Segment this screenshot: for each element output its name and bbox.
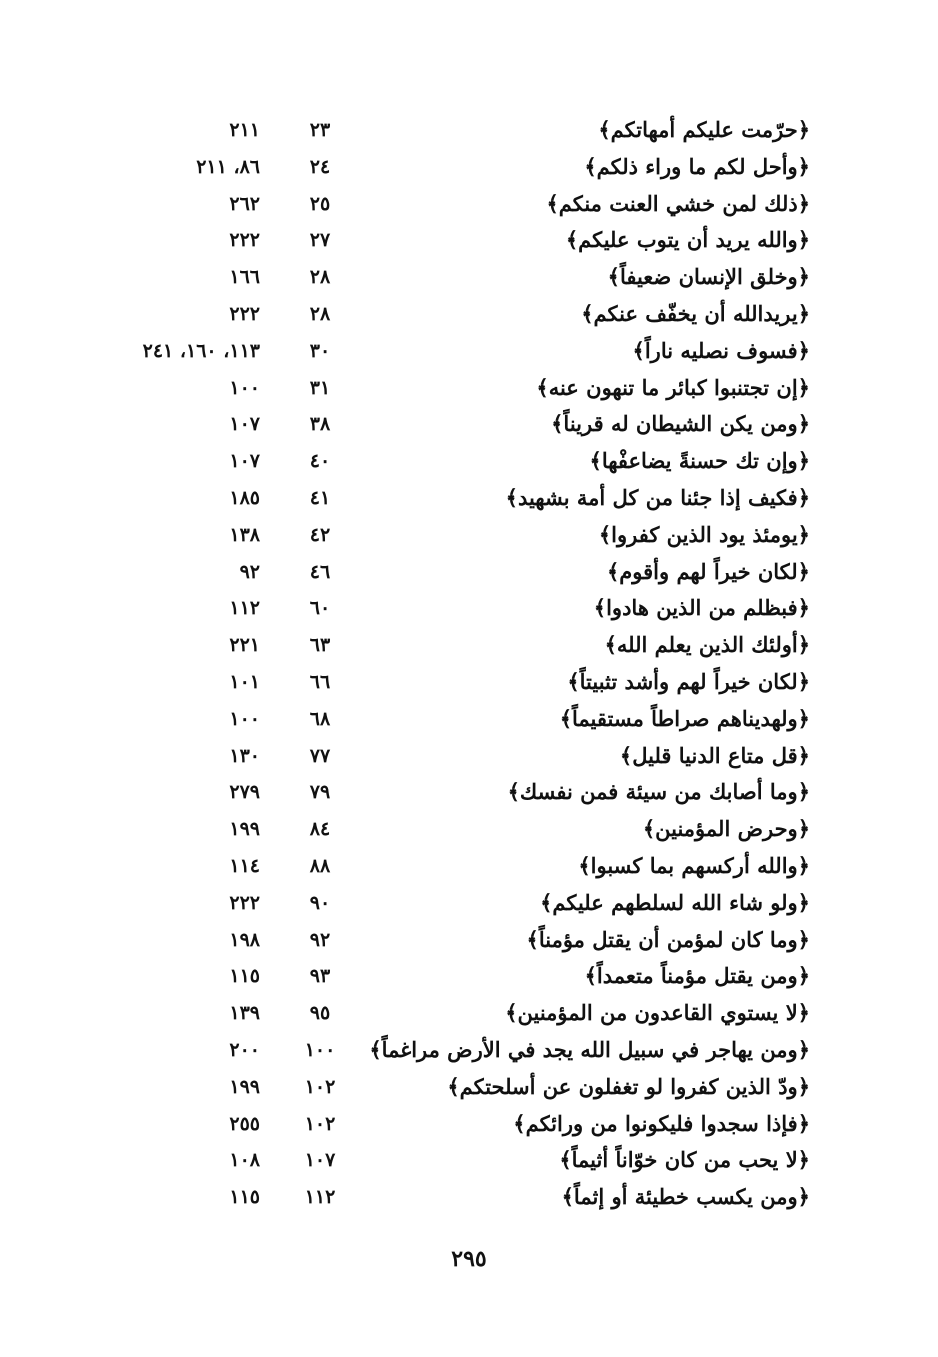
page-references: ١١٥ — [229, 1186, 260, 1209]
index-row — [0, 1106, 938, 1143]
index-row — [0, 1142, 938, 1179]
verse-text: ﴿والله أركسهم بما كسبوا﴾ — [578, 852, 810, 878]
page-references: ١١٤ — [229, 854, 260, 877]
page-references: ١٩٩ — [229, 818, 260, 841]
ayah-number: ٧٧ — [309, 744, 331, 767]
page-references: ١٣٠ — [229, 744, 260, 767]
page-references: ٨٦، ٢١١ — [196, 155, 260, 178]
ayah-number: ١٠٠ — [304, 1038, 336, 1061]
ayah-number: ٦٨ — [309, 707, 331, 730]
ayah-number: ٢٣ — [309, 119, 331, 141]
verse-text: ﴿ذلك لمن خشي العنت منكم﴾ — [546, 190, 810, 216]
verse-text: ﴿والله يريد أن يتوب عليكم﴾ — [565, 227, 810, 253]
index-row — [0, 370, 938, 407]
ayah-number: ٢٨ — [309, 266, 331, 289]
verse-text: ﴿ومن يكن الشيطان له قريناً﴾ — [551, 411, 810, 437]
ayah-number: ٢٤ — [309, 155, 331, 178]
index-row — [0, 186, 938, 223]
page-references: ١١٥ — [229, 965, 260, 988]
index-row — [0, 995, 938, 1032]
index-row — [0, 958, 938, 995]
page-references: ٢٢٢ — [229, 891, 260, 914]
verse-text: ﴿فكيف إذا جئنا من كل أمة بشهيد﴾ — [505, 484, 810, 510]
verse-text: ﴿فإذا سجدوا فليكونوا من ورائكم﴾ — [513, 1110, 810, 1136]
verse-text: ﴿إن تجتنبوا كبائر ما تنهون عنه﴾ — [536, 374, 810, 400]
page-references: ٢٢٢ — [229, 302, 260, 325]
ayah-number: ٤٦ — [309, 560, 331, 583]
page-references: ١٠١ — [229, 670, 260, 693]
index-row — [0, 296, 938, 333]
page-references: ١١٣، ١٦٠، ٢٤١ — [142, 339, 260, 362]
ayah-number: ٦٠ — [309, 597, 331, 620]
ayah-number: ٤٠ — [309, 450, 331, 473]
index-row — [0, 112, 938, 149]
page-references: ١٠٠ — [229, 707, 260, 730]
ayah-number: ٣٨ — [309, 413, 331, 436]
page-references: ٢٠٠ — [229, 1038, 260, 1061]
verse-text: ﴿قل متاع الدنيا قليل﴾ — [619, 742, 810, 768]
verse-text: ﴿وخلق الإنسان ضعيفاً﴾ — [607, 264, 810, 290]
index-row — [0, 1179, 938, 1216]
ayah-number: ٣٠ — [309, 339, 331, 362]
index-row — [0, 554, 938, 591]
verse-text: ﴿حرّمت عليكم أمهاتكم﴾ — [598, 117, 810, 142]
page-references: ١٠٨ — [229, 1149, 260, 1172]
index-row — [0, 406, 938, 443]
verse-text: ﴿ومن يهاجر في سبيل الله يجد في الأرض مراغماً﴾ — [369, 1036, 810, 1062]
page-references: ١٣٨ — [229, 523, 260, 546]
verse-text: ﴿يريدالله أن يخفّف عنكم﴾ — [581, 300, 810, 326]
page-references: ٢٥٥ — [229, 1112, 260, 1135]
index-row — [0, 590, 938, 627]
verse-text: ﴿وحرض المؤمنين﴾ — [642, 816, 810, 842]
ayah-number: ٦٣ — [309, 634, 331, 657]
index-row — [0, 774, 938, 811]
page-references: ٢٢١ — [229, 634, 260, 657]
ayah-number: ٩٥ — [309, 1002, 331, 1025]
verse-text: ﴿وما كان لمؤمن أن يقتل مؤمناً﴾ — [526, 926, 810, 952]
verse-text: ﴿لا يحب من كان خوّاناً أثيماً﴾ — [559, 1147, 810, 1173]
verse-text: ﴿وإن تك حسنةً يضاعفْها﴾ — [589, 448, 810, 474]
verse-text: ﴿ودّ الذين كفروا لو تغفلون عن أسلحتكم﴾ — [447, 1073, 810, 1099]
ayah-number: ٨٤ — [309, 818, 331, 841]
page-references: ١٩٨ — [229, 928, 260, 951]
index-row — [0, 1069, 938, 1106]
page-references: ١٦٦ — [229, 266, 260, 289]
verse-text: ﴿لكان خيراً لهم وأقوم﴾ — [606, 558, 810, 584]
verse-text: ﴿ومن يقتل مؤمناً متعمداً﴾ — [584, 963, 810, 989]
page-references: ١٩٩ — [229, 1075, 260, 1098]
index-row — [0, 480, 938, 517]
ayah-number: ٢٨ — [309, 302, 331, 325]
ayah-number: ٦٦ — [309, 670, 331, 693]
index-row — [0, 1032, 938, 1069]
verse-text: ﴿فسوف نصليه ناراً﴾ — [632, 337, 810, 363]
verse-text: ﴿وما أصابك من سيئة فمن نفسك﴾ — [507, 779, 810, 805]
index-row — [0, 664, 938, 701]
verse-text: ﴿ومن يكسب خطيئة أو إثماً﴾ — [561, 1184, 810, 1210]
index-row — [0, 701, 938, 738]
index-row — [0, 259, 938, 296]
page-references: ٩٢ — [239, 560, 260, 583]
ayah-number: ٢٥ — [309, 192, 331, 215]
page-references: ٢٢٢ — [229, 229, 260, 252]
verse-index-table — [0, 112, 938, 1216]
page-references: ١٨٥ — [229, 486, 260, 509]
verse-text: ﴿وأحل لكم ما وراء ذلكم﴾ — [584, 153, 810, 179]
ayah-number: ٢٧ — [309, 229, 331, 252]
index-row — [0, 922, 938, 959]
verse-text: ﴿يومئذ يود الذين كفروا﴾ — [598, 521, 810, 547]
verse-text: ﴿لكان خيراً لهم وأشد تثبيتاً﴾ — [567, 668, 810, 694]
page-references: ١٣٩ — [229, 1002, 260, 1025]
index-row — [0, 222, 938, 259]
page-references: ١١٢ — [229, 597, 260, 620]
verse-text: ﴿فبظلم من الذين هادوا﴾ — [593, 595, 810, 621]
verse-text: ﴿ولو شاء الله لسلطهم عليكم﴾ — [540, 889, 810, 915]
page-references: ٢٦٢ — [229, 192, 260, 215]
ayah-number: ١١٢ — [304, 1186, 336, 1209]
ayah-number: ١٠٧ — [304, 1149, 336, 1172]
page-references: ١٠٠ — [229, 376, 260, 399]
page-references: ٢٧٩ — [229, 781, 260, 804]
ayah-number: ٤١ — [309, 486, 331, 509]
ayah-number: ٤٢ — [309, 523, 331, 546]
verse-text: ﴿لا يستوي القاعدون من المؤمنين﴾ — [505, 1000, 810, 1026]
page-references: ٢١١ — [229, 119, 260, 141]
ayah-number: ١٠٢ — [304, 1112, 336, 1135]
ayah-number: ٩٣ — [309, 965, 331, 988]
ayah-number: ٨٨ — [309, 854, 331, 877]
ayah-number: ١٠٢ — [304, 1075, 336, 1098]
ayah-number: ٣١ — [309, 376, 331, 399]
index-row — [0, 333, 938, 370]
index-row — [0, 517, 938, 554]
index-row — [0, 443, 938, 480]
index-row — [0, 627, 938, 664]
ayah-number: ٩٠ — [309, 891, 331, 914]
index-row — [0, 848, 938, 885]
page-references: ١٠٧ — [229, 413, 260, 436]
verse-text: ﴿ولهديناهم صراطاً مستقيماً﴾ — [559, 705, 810, 731]
ayah-number: ٩٢ — [309, 928, 331, 951]
ayah-number: ٧٩ — [309, 781, 331, 804]
index-row — [0, 738, 938, 775]
page-number: ٢٩٥ — [451, 1246, 487, 1272]
index-row — [0, 811, 938, 848]
index-row — [0, 149, 938, 186]
page-references: ١٠٧ — [229, 450, 260, 473]
verse-text: ﴿أولئك الذين يعلم الله﴾ — [604, 632, 810, 658]
index-row — [0, 885, 938, 922]
